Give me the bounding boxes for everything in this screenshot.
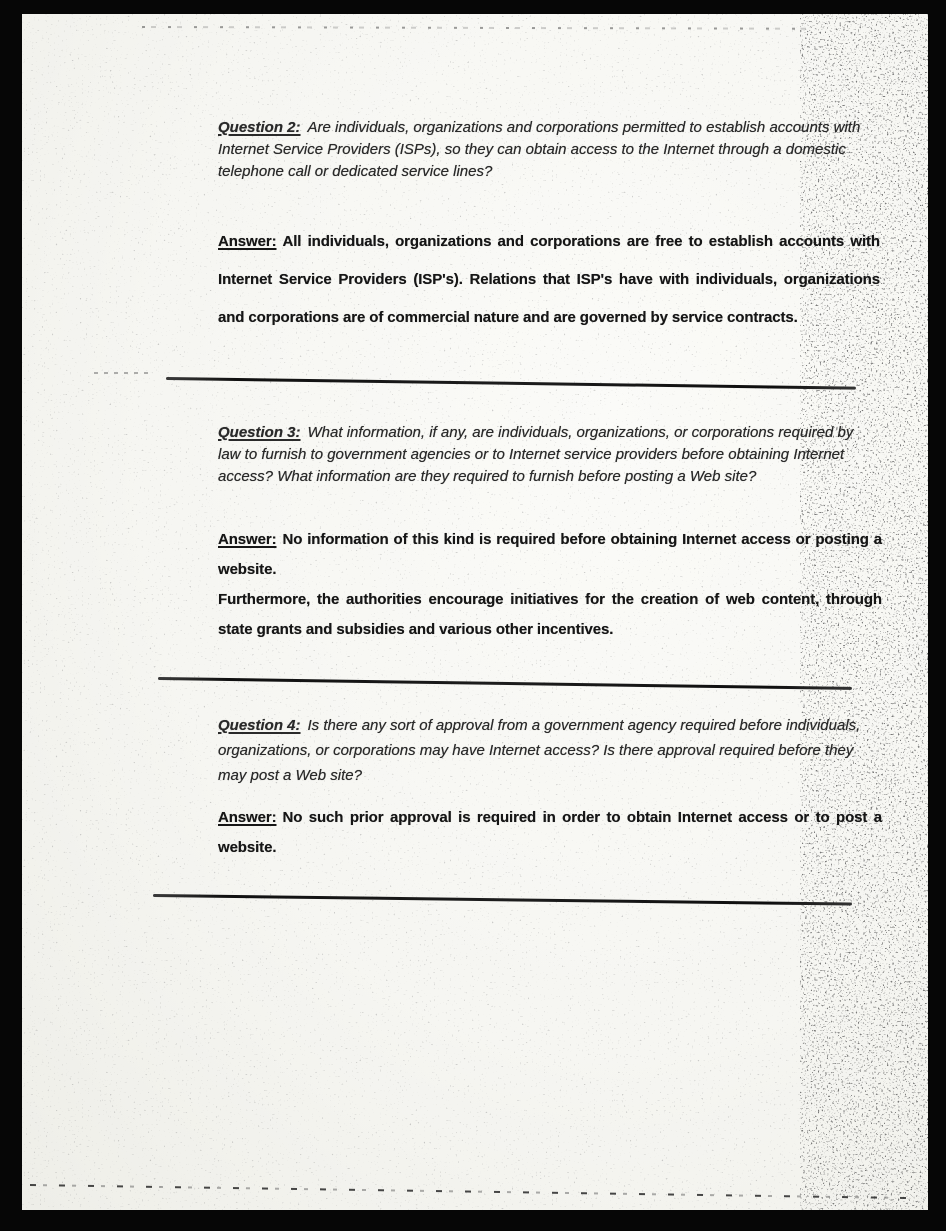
question-2-label: Question 2: xyxy=(218,119,301,136)
answer-3-paragraph xyxy=(218,525,882,585)
qa-section-question-3 xyxy=(218,422,862,488)
question-2-paragraph xyxy=(218,117,862,183)
question-3-label: Question 3: xyxy=(218,424,301,441)
answer-4-label: Answer: xyxy=(218,809,277,826)
qa-section-answer-3 xyxy=(218,525,882,645)
answer-2-label: Answer: xyxy=(218,233,277,250)
question-4-label: Question 4: xyxy=(218,717,301,734)
answer-3-extra-paragraph: Furthermore, the authorities encourage initiatives for the creation of web content, through state grants and subsidies and various other incentives. xyxy=(218,591,882,638)
answer-2-text: All individuals, organizations and corporations are free to establish accounts with Internet Service Providers (ISP's). Relations that ISP's have with individuals, organizations and corporations are of commercial nature and are governed by service contracts. xyxy=(218,233,880,326)
question-4-text: Is there any sort of approval from a government agency required before individuals, organizations, or corporations may have Internet access? Is there approval required before they may post a Web site? xyxy=(218,717,861,784)
document-page xyxy=(22,14,928,1210)
answer-3-label: Answer: xyxy=(218,531,277,548)
question-3-text: What information, if any, are individuals, organizations, or corporations required by law to furnish to government agencies or to Internet service providers before obtaining Internet access? What information are they required to furnish before posting a Web site? xyxy=(218,424,854,485)
answer-4-paragraph xyxy=(218,803,882,863)
answer-3-text: No information of this kind is required before obtaining Internet access or posting a website. xyxy=(218,531,882,578)
qa-section-answer-4 xyxy=(218,803,882,863)
question-3-paragraph xyxy=(218,422,862,488)
question-4-paragraph xyxy=(218,713,862,788)
answer-2-paragraph xyxy=(218,223,880,337)
answer-4-text: No such prior approval is required in order to obtain Internet access or to post a website. xyxy=(218,809,882,856)
qa-section-question-2 xyxy=(218,117,862,183)
qa-section-answer-2 xyxy=(218,223,880,337)
scan-artifact-marks xyxy=(94,372,152,374)
qa-section-question-4 xyxy=(218,713,862,788)
question-2-text: Are individuals, organizations and corporations permitted to establish accounts with Internet Service Providers (ISPs), so they can obtain access to the Internet through a domestic telephone call or dedicated service lines? xyxy=(218,119,861,180)
